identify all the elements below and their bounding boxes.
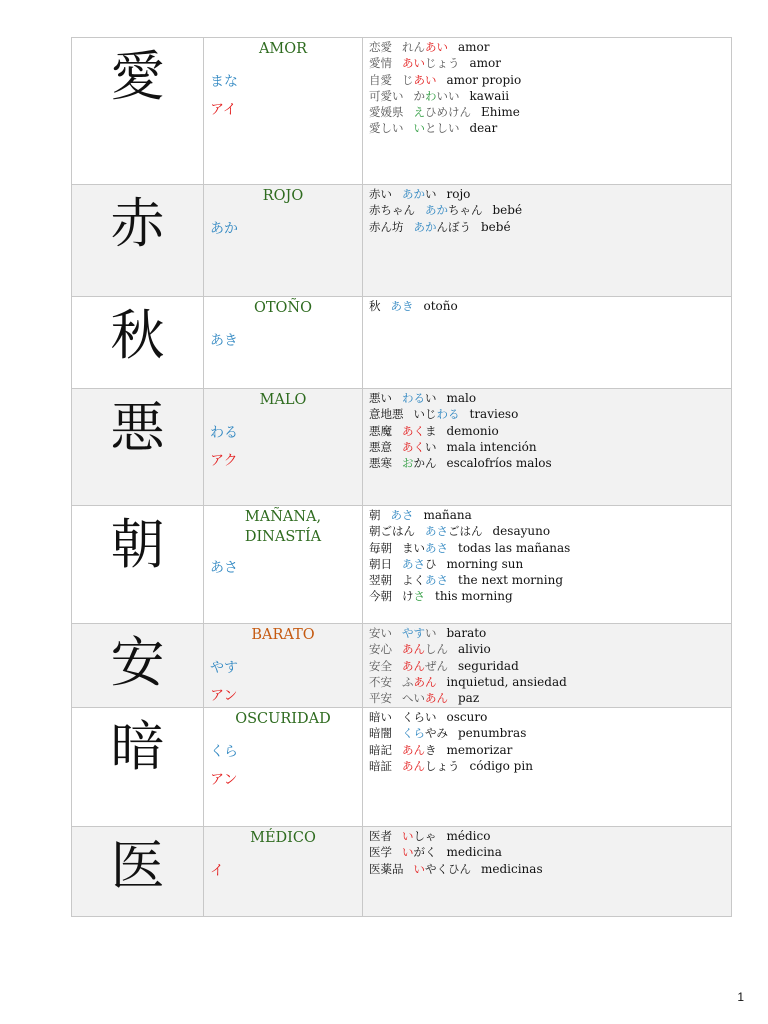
- example-reading: [402, 743, 437, 757]
- example-line: [369, 690, 731, 706]
- example-word: 平安: [369, 691, 392, 706]
- example-line: [369, 202, 731, 218]
- example-reading: [402, 557, 437, 571]
- example-word: 悪い: [369, 391, 392, 405]
- example-word: 可愛い: [369, 88, 404, 103]
- example-word: 愛情: [369, 56, 392, 71]
- example-reading: [402, 73, 437, 87]
- reading-segment: あさ: [425, 540, 448, 555]
- reading-segment: い: [402, 845, 414, 860]
- readings: [204, 220, 362, 238]
- meaning-cell: [204, 827, 363, 917]
- example-gloss: morning sun: [446, 556, 524, 571]
- example-reading: [402, 675, 437, 689]
- reading: やす: [210, 660, 238, 676]
- reading-segment: やみ: [425, 726, 448, 741]
- example-reading: [425, 524, 483, 538]
- reading-segment: あい: [425, 40, 448, 54]
- example-reading: [402, 845, 437, 859]
- reading-segment: わる: [402, 391, 425, 405]
- kanji-character: 赤: [72, 185, 204, 297]
- reading-segment: あい: [413, 72, 437, 87]
- reading: アイ: [210, 102, 237, 118]
- examples-cell: [363, 38, 732, 185]
- example-gloss: mañana: [423, 508, 472, 522]
- reading-segment: あん: [402, 658, 425, 673]
- meaning-cell: [204, 506, 363, 624]
- example-word: 愛媛県: [369, 105, 404, 120]
- meaning-cell: [204, 708, 363, 827]
- kanji-character: 朝: [72, 506, 204, 624]
- example-word: 暗証: [369, 758, 392, 773]
- reading: わる: [210, 425, 238, 441]
- example-word: 暗記: [369, 742, 392, 757]
- example-line: [369, 556, 731, 572]
- reading-segment: よく: [402, 573, 425, 588]
- reading-segment: さ: [413, 589, 425, 604]
- example-line: [369, 828, 731, 844]
- example-word: 翌朝: [369, 573, 392, 588]
- example-gloss: dear: [469, 121, 498, 136]
- example-reading: [402, 659, 448, 673]
- reading-segment: わる: [436, 407, 460, 422]
- reading: あさ: [210, 560, 238, 576]
- readings: [204, 862, 362, 880]
- reading-segment: あん: [402, 742, 425, 757]
- example-line: [369, 120, 731, 136]
- example-gloss: seguridad: [458, 658, 519, 673]
- example-reading: [402, 424, 437, 438]
- example-word: 今朝: [369, 589, 392, 604]
- example-line: [369, 507, 731, 523]
- reading: あき: [210, 333, 238, 349]
- reading-segment: しん: [425, 642, 448, 657]
- example-line: [369, 88, 731, 104]
- example-word: 意地悪: [369, 407, 404, 422]
- reading-segment: い: [425, 626, 437, 640]
- kanji-row: [72, 624, 732, 708]
- kanji-row: [72, 708, 732, 827]
- example-gloss: alivio: [458, 642, 491, 657]
- table-body: [72, 38, 732, 917]
- reading-segment: ぜん: [425, 658, 448, 673]
- example-gloss: kawaii: [469, 88, 510, 103]
- example-reading: [402, 541, 448, 555]
- meaning-cell: [204, 297, 363, 389]
- example-gloss: demonio: [446, 423, 499, 438]
- example-reading: [414, 407, 460, 421]
- example-line: [369, 540, 731, 556]
- example-gloss: amor: [458, 40, 490, 54]
- meaning-title: BARATO: [251, 627, 315, 643]
- example-line: [369, 861, 731, 877]
- example-word: 恋愛: [369, 40, 392, 54]
- example-gloss: código pin: [469, 758, 533, 773]
- reading-segment: じょう: [425, 56, 460, 71]
- example-line: [369, 742, 731, 758]
- example-reading: [402, 40, 448, 54]
- reading-segment: あい: [402, 56, 425, 71]
- example-word: 暗い: [369, 710, 392, 724]
- reading-segment: ごはん: [448, 524, 483, 539]
- example-reading: [402, 759, 460, 773]
- example-reading: [402, 710, 437, 724]
- reading-segment: い: [402, 829, 414, 843]
- examples-cell: [363, 506, 732, 624]
- kanji-row: [72, 297, 732, 389]
- example-gloss: paz: [458, 691, 480, 706]
- examples-cell: [363, 624, 732, 708]
- example-line: [369, 641, 731, 657]
- examples-cell: [363, 389, 732, 506]
- kanji-row: [72, 185, 732, 297]
- example-word: 悪意: [369, 439, 392, 454]
- example-gloss: inquietud, ansiedad: [446, 674, 567, 689]
- kanji-character: 暗: [72, 708, 204, 827]
- example-reading: [391, 299, 414, 313]
- example-word: 愛しい: [369, 121, 404, 136]
- reading-segment: れん: [402, 40, 425, 54]
- kanji-character: 医: [72, 827, 204, 917]
- readings: [204, 559, 362, 577]
- example-word: 医学: [369, 845, 392, 860]
- example-reading: [414, 89, 460, 103]
- examples-cell: [363, 827, 732, 917]
- example-reading: [402, 391, 437, 405]
- example-line: [369, 674, 731, 690]
- reading-segment: いじ: [413, 407, 437, 422]
- example-word: 不安: [369, 674, 392, 689]
- reading-segment: あさ: [390, 508, 414, 522]
- example-line: [369, 55, 731, 71]
- example-line: [369, 186, 731, 202]
- reading-segment: あさ: [425, 524, 448, 539]
- reading-segment: い: [425, 187, 437, 201]
- reading-segment: いい: [436, 88, 460, 103]
- example-word: 安全: [369, 658, 392, 673]
- example-gloss: otoño: [423, 299, 458, 313]
- example-line: [369, 298, 731, 314]
- reading-segment: がく: [413, 845, 437, 860]
- example-reading: [414, 121, 460, 135]
- example-reading: [402, 440, 437, 454]
- reading-segment: か: [413, 88, 425, 103]
- kanji-character: 秋: [72, 297, 204, 389]
- example-line: [369, 844, 731, 860]
- reading-segment: あん: [402, 758, 425, 773]
- reading: あか: [210, 221, 238, 237]
- reading: くら: [210, 744, 238, 760]
- example-gloss: oscuro: [446, 710, 488, 724]
- example-gloss: amor propio: [446, 72, 522, 87]
- example-gloss: bebé: [492, 203, 523, 218]
- example-reading: [414, 220, 472, 234]
- example-line: [369, 709, 731, 725]
- example-reading: [402, 187, 437, 201]
- example-word: 安心: [369, 642, 392, 657]
- example-reading: [402, 829, 437, 843]
- example-gloss: bebé: [481, 219, 511, 234]
- reading-segment: い: [425, 710, 437, 724]
- reading: アン: [210, 688, 238, 704]
- reading-segment: ふ: [402, 674, 414, 689]
- reading-segment: あく: [402, 439, 425, 454]
- example-gloss: rojo: [446, 187, 471, 201]
- reading-segment: あさ: [402, 556, 425, 571]
- reading-segment: ひ: [425, 556, 437, 571]
- reading-segment: お: [402, 456, 414, 471]
- reading-segment: あか: [413, 219, 437, 234]
- example-line: [369, 758, 731, 774]
- reading: アン: [210, 772, 238, 788]
- reading-segment: ま: [425, 423, 437, 438]
- reading-segment: い: [425, 439, 437, 454]
- reading-segment: ひめけん: [425, 105, 471, 120]
- reading-segment: い: [413, 861, 425, 876]
- example-reading: [402, 56, 460, 70]
- example-gloss: the next morning: [458, 573, 564, 588]
- reading-segment: あさ: [425, 573, 448, 588]
- reading-segment: わ: [425, 88, 437, 103]
- example-reading: [414, 862, 472, 876]
- example-word: 自愛: [369, 72, 392, 87]
- reading-segment: ちゃん: [448, 203, 483, 218]
- example-reading: [402, 726, 448, 740]
- reading-segment: くら: [402, 710, 425, 724]
- example-gloss: medicinas: [481, 861, 543, 876]
- example-line: [369, 39, 731, 55]
- example-word: 朝ごはん: [369, 524, 415, 539]
- kanji-table: [71, 37, 732, 917]
- meaning-cell: [204, 389, 363, 506]
- kanji-row: [72, 827, 732, 917]
- meaning-title: MALO: [259, 392, 307, 408]
- reading-segment: あか: [402, 187, 425, 201]
- example-gloss: escalofríos malos: [446, 456, 552, 471]
- kanji-character: 愛: [72, 38, 204, 185]
- example-line: [369, 72, 731, 88]
- example-reading: [402, 691, 448, 705]
- kanji-row: [72, 389, 732, 506]
- page-number: 1: [737, 990, 744, 1004]
- example-line: [369, 104, 731, 120]
- meaning-title: MAÑANA, DINASTÍA: [244, 509, 322, 545]
- reading-segment: え: [413, 105, 425, 120]
- example-line: [369, 406, 731, 422]
- example-gloss: barato: [446, 626, 487, 640]
- example-line: [369, 390, 731, 406]
- reading-segment: あか: [425, 203, 448, 218]
- example-reading: [414, 105, 472, 119]
- reading-segment: まい: [402, 540, 425, 555]
- reading-segment: やす: [402, 626, 425, 640]
- example-gloss: travieso: [469, 407, 519, 422]
- reading-segment: へい: [402, 691, 425, 706]
- example-line: [369, 572, 731, 588]
- reading-segment: やくひん: [425, 861, 471, 876]
- meaning-cell: [204, 624, 363, 708]
- reading-segment: じ: [402, 72, 414, 87]
- example-reading: [391, 508, 414, 522]
- reading-segment: あん: [413, 674, 437, 689]
- reading-segment: としい: [425, 121, 460, 136]
- reading-segment: い: [425, 391, 437, 405]
- reading-segment: しゃ: [413, 829, 437, 843]
- example-gloss: amor: [469, 56, 501, 71]
- example-word: 安い: [369, 626, 392, 640]
- reading-segment: あく: [402, 423, 425, 438]
- example-gloss: this morning: [435, 589, 513, 604]
- example-reading: [402, 626, 437, 640]
- example-line: [369, 725, 731, 741]
- example-line: [369, 658, 731, 674]
- meaning-title: OSCURIDAD: [235, 711, 331, 727]
- example-gloss: malo: [446, 391, 477, 405]
- example-line: [369, 423, 731, 439]
- reading: イ: [210, 863, 224, 879]
- example-word: 暗闇: [369, 726, 392, 741]
- reading: アク: [210, 453, 238, 469]
- examples-cell: [363, 185, 732, 297]
- example-gloss: mala intención: [446, 439, 537, 454]
- example-word: 朝日: [369, 556, 392, 571]
- examples-cell: [363, 297, 732, 389]
- readings: [204, 424, 362, 470]
- meaning-title: AMOR: [258, 41, 308, 57]
- example-word: 秋: [369, 299, 381, 313]
- meaning-title: MÉDICO: [250, 830, 316, 846]
- reading-segment: き: [425, 742, 437, 757]
- example-gloss: todas las mañanas: [458, 540, 571, 555]
- example-reading: [402, 573, 448, 587]
- example-gloss: medicina: [446, 845, 502, 860]
- reading-segment: んぼう: [436, 219, 471, 234]
- meaning-cell: [204, 185, 363, 297]
- example-line: [369, 625, 731, 641]
- example-word: 赤ちゃん: [369, 203, 415, 218]
- readings: [204, 73, 362, 119]
- meaning-cell: [204, 38, 363, 185]
- example-reading: [402, 589, 425, 603]
- readings: [204, 743, 362, 789]
- example-line: [369, 455, 731, 471]
- example-word: 赤い: [369, 187, 392, 201]
- kanji-character: 安: [72, 624, 204, 708]
- example-line: [369, 523, 731, 539]
- reading-segment: い: [413, 121, 425, 136]
- example-line: [369, 219, 731, 235]
- example-word: 悪魔: [369, 423, 392, 438]
- kanji-row: [72, 506, 732, 624]
- example-word: 朝: [369, 508, 381, 522]
- example-line: [369, 439, 731, 455]
- example-gloss: médico: [446, 829, 491, 843]
- example-gloss: memorizar: [446, 742, 513, 757]
- kanji-character: 悪: [72, 389, 204, 506]
- example-reading: [425, 203, 483, 217]
- example-gloss: Ehime: [481, 105, 520, 120]
- reading-segment: け: [402, 589, 414, 604]
- example-reading: [402, 642, 448, 656]
- readings: [204, 332, 362, 350]
- example-gloss: desayuno: [492, 524, 551, 539]
- reading: まな: [210, 74, 238, 90]
- kanji-row: [72, 38, 732, 185]
- example-reading: [402, 456, 437, 470]
- reading-segment: あき: [390, 299, 414, 313]
- readings: [204, 659, 362, 705]
- example-word: 悪寒: [369, 456, 392, 471]
- meaning-title: OTOÑO: [253, 300, 313, 316]
- reading-segment: しょう: [425, 758, 460, 773]
- example-gloss: penumbras: [458, 726, 527, 741]
- reading-segment: あん: [402, 642, 425, 657]
- reading-segment: くら: [402, 726, 425, 741]
- reading-segment: かん: [413, 456, 437, 471]
- example-word: 医者: [369, 829, 392, 843]
- example-word: 医薬品: [369, 861, 404, 876]
- example-word: 毎朝: [369, 540, 392, 555]
- reading-segment: あん: [425, 691, 448, 706]
- example-line: [369, 588, 731, 604]
- examples-cell: [363, 708, 732, 827]
- meaning-title: ROJO: [262, 188, 304, 204]
- example-word: 赤ん坊: [369, 219, 404, 234]
